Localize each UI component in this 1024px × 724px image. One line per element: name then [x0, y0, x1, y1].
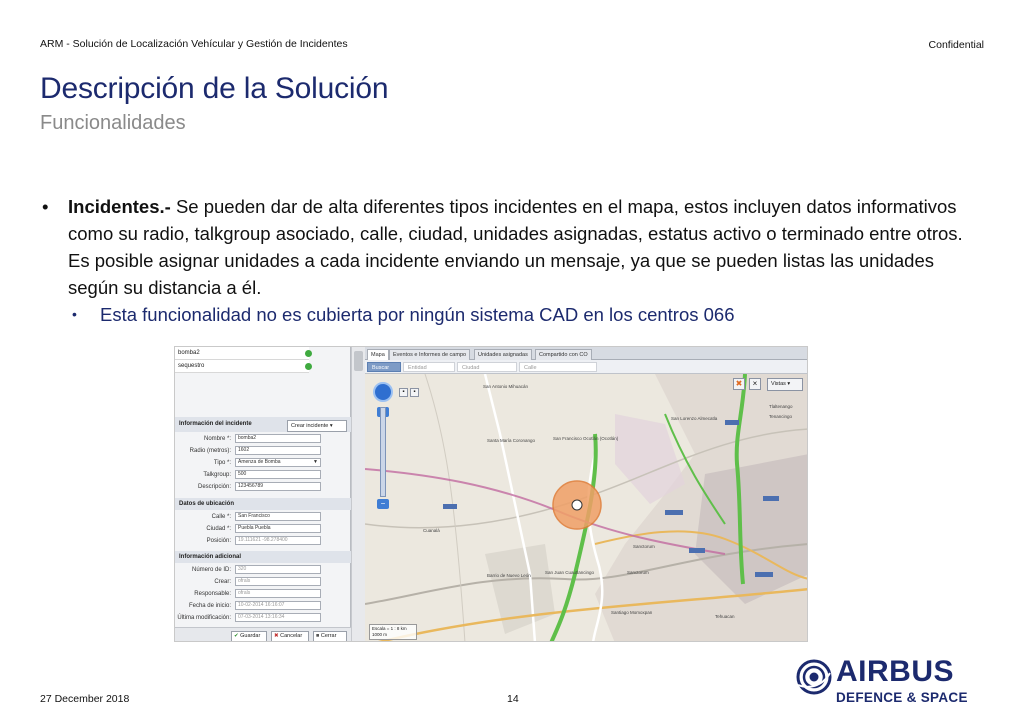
field-label: Responsable:: [194, 591, 231, 597]
close-label: Cerrar: [320, 633, 337, 639]
check-icon: [305, 363, 312, 370]
field-calle: [175, 512, 351, 522]
map-label: Sanctorum: [633, 544, 655, 549]
field-input[interactable]: 123456789: [235, 482, 321, 491]
check-icon: ✔: [234, 633, 239, 639]
bullet-label: Incidentes.-: [68, 196, 171, 217]
field-ciudad: [175, 524, 351, 534]
field-label: Calle *:: [211, 514, 231, 520]
create-incident-button[interactable]: Crear incidente ▾: [287, 420, 347, 432]
list-item-label: bomba2: [178, 350, 200, 356]
map-label: Barrio de Nuevo León: [487, 573, 531, 578]
map-label: San Antonio Mihuacán: [483, 384, 529, 389]
airbus-emblem-icon: [796, 659, 832, 695]
save-button[interactable]: [231, 631, 267, 642]
select-value: Amenza de Bomba: [238, 459, 281, 465]
map-label: Tlaltenango: [769, 404, 793, 409]
map-label: Santa María Coronango: [487, 438, 536, 443]
zoom-out-button[interactable]: −: [377, 499, 389, 509]
field-input[interactable]: San Francisco: [235, 512, 321, 521]
cancel-button[interactable]: [271, 631, 309, 642]
field-input: ofrals: [235, 577, 321, 586]
tipo-select[interactable]: [235, 458, 321, 467]
cancel-label: Cancelar: [280, 633, 303, 639]
save-label: Guardar: [240, 633, 261, 639]
slide-title: Descripción de la Solución: [40, 72, 389, 105]
close-icon[interactable]: ×: [749, 378, 761, 390]
field-input[interactable]: 500: [235, 470, 321, 479]
app-screenshot: [174, 346, 808, 642]
close-button[interactable]: [313, 631, 347, 642]
field-id: [175, 565, 351, 575]
zoom-slider[interactable]: [380, 407, 386, 497]
tab-eventos[interactable]: Eventos e Informes de campo: [389, 349, 470, 360]
field-radio: [175, 446, 351, 456]
check-icon: [305, 350, 312, 357]
tab-unidades[interactable]: Unidades asignadas: [474, 349, 532, 360]
chevron-down-icon: ▼: [313, 459, 318, 465]
map-label: San Juan Cuautlancingo: [545, 570, 595, 575]
list-item[interactable]: [175, 347, 309, 360]
section-additional: Información adicional: [175, 551, 351, 563]
bullet-text: Se pueden dar de alta diferentes tipos incidentes en el mapa, estos incluyen datos informativos como su radio, talkgroup asociado, calle, ciudad, unidades asignadas, estatus activo o terminado entre otros. Es posible asignar unidades a cada incidente enviando un mensaje, ya que se pueden listas las unidades según su distancia a él.: [68, 196, 963, 298]
tools-icon[interactable]: ✖: [733, 378, 745, 390]
field-input: 19.111621 -98.278400: [235, 536, 321, 545]
map-graphics: [365, 374, 808, 642]
field-descripcion: [175, 482, 351, 492]
field-tipo: [175, 458, 351, 468]
views-label: Vistas: [771, 381, 786, 387]
field-responsable: [175, 589, 351, 599]
close-icon: ■: [316, 633, 320, 639]
form-button-bar: [175, 627, 351, 642]
logo-wordmark: AIRBUS: [836, 655, 955, 688]
field-nombre: [175, 434, 351, 444]
page-number: 14: [507, 693, 519, 705]
document-title: ARM - Solución de Localización Vehícular y Gestión de Incidentes: [40, 38, 348, 50]
field-label: Número de ID:: [191, 567, 231, 573]
layer-icon[interactable]: ▪: [410, 388, 419, 397]
field-label: Fecha de inicio:: [188, 603, 231, 609]
footer-date: 27 December 2018: [40, 693, 130, 705]
section-incident-info: Información del incidente: [175, 417, 351, 432]
tab-compartido[interactable]: Compartido con CO: [535, 349, 592, 360]
panel-scrollbar[interactable]: [351, 347, 365, 642]
map-label: Tenancingo: [769, 414, 793, 419]
field-fecha-inicio: [175, 601, 351, 611]
search-breadcrumb: [365, 360, 808, 374]
field-crear: [175, 577, 351, 587]
buscar-button[interactable]: Buscar: [367, 362, 401, 372]
field-posicion: [175, 536, 351, 546]
map-tabs: [365, 347, 808, 360]
field-label: Tipo *:: [213, 460, 231, 466]
list-item[interactable]: [175, 360, 309, 373]
field-label: Descripción:: [197, 484, 231, 490]
field-ultima-mod: [175, 613, 351, 623]
layer-icon[interactable]: ▪: [399, 388, 408, 397]
incident-panel: [175, 347, 351, 642]
list-item-label: sequestro: [178, 363, 205, 369]
map-label: Tehuacan: [715, 614, 735, 619]
map-label: San Francisco Ocotlán (Ocotlán): [553, 436, 619, 441]
field-input[interactable]: 1602: [235, 446, 321, 455]
scrollbar-thumb[interactable]: [354, 351, 363, 371]
entidad-field[interactable]: Entidad: [403, 362, 455, 372]
field-label: Radio (metros):: [189, 448, 231, 454]
field-label: Ciudad *:: [206, 526, 231, 532]
logo-subtitle: DEFENCE & SPACE: [836, 690, 968, 705]
map-view: [365, 347, 808, 642]
field-label: Crear:: [214, 579, 231, 585]
map-label: Cuanalá: [423, 528, 440, 533]
ciudad-field[interactable]: Ciudad: [457, 362, 517, 372]
field-input: 07-03-2014 13:16:34: [235, 613, 321, 622]
slide-subtitle: Funcionalidades: [40, 112, 186, 134]
field-input: ofrals: [235, 589, 321, 598]
cancel-icon: ✖: [274, 633, 279, 639]
tab-mapa[interactable]: Mapa: [367, 349, 389, 360]
map-scale: [369, 624, 417, 640]
views-button[interactable]: Vistas ▾: [767, 378, 803, 391]
sub-bullet: [72, 301, 970, 328]
field-label: Posición:: [206, 538, 231, 544]
map-label: Sanctorum: [627, 570, 649, 575]
field-label: Talkgroup:: [203, 472, 231, 478]
sub-bullet-text: Esta funcionalidad no es cubierta por ningún sistema CAD en los centros 066: [100, 304, 735, 325]
field-input: 10-02-2014 16:16:07: [235, 601, 321, 610]
slide-body: [40, 193, 970, 328]
bullet-incidentes: [40, 193, 970, 301]
pan-control-icon[interactable]: [373, 382, 393, 402]
field-label: Nombre *:: [203, 436, 231, 442]
classification-label: Confidential: [928, 39, 984, 51]
airbus-logo: [796, 655, 986, 705]
field-talkgroup: [175, 470, 351, 480]
scale-text: Escala = 1 : 8 km: [372, 626, 407, 631]
map-canvas[interactable]: [365, 374, 808, 642]
field-input[interactable]: Puebla Puebla: [235, 524, 321, 533]
calle-field[interactable]: Calle: [519, 362, 597, 372]
field-input[interactable]: bomba2: [235, 434, 321, 443]
bullet-glyph: •: [42, 196, 49, 217]
field-label: Última modificación:: [177, 615, 231, 621]
create-incident-label: Crear incidente: [291, 423, 329, 429]
section-location: Datos de ubicación: [175, 498, 351, 510]
map-label: San Lorenzo Almecatla: [671, 416, 718, 421]
bullet-paragraph: [68, 193, 970, 301]
scale-sub: 1000 m: [372, 632, 388, 637]
sub-bullet-glyph: •: [72, 306, 77, 322]
field-input: 320: [235, 565, 321, 574]
map-label: Santiago Momoxpan: [611, 610, 653, 615]
